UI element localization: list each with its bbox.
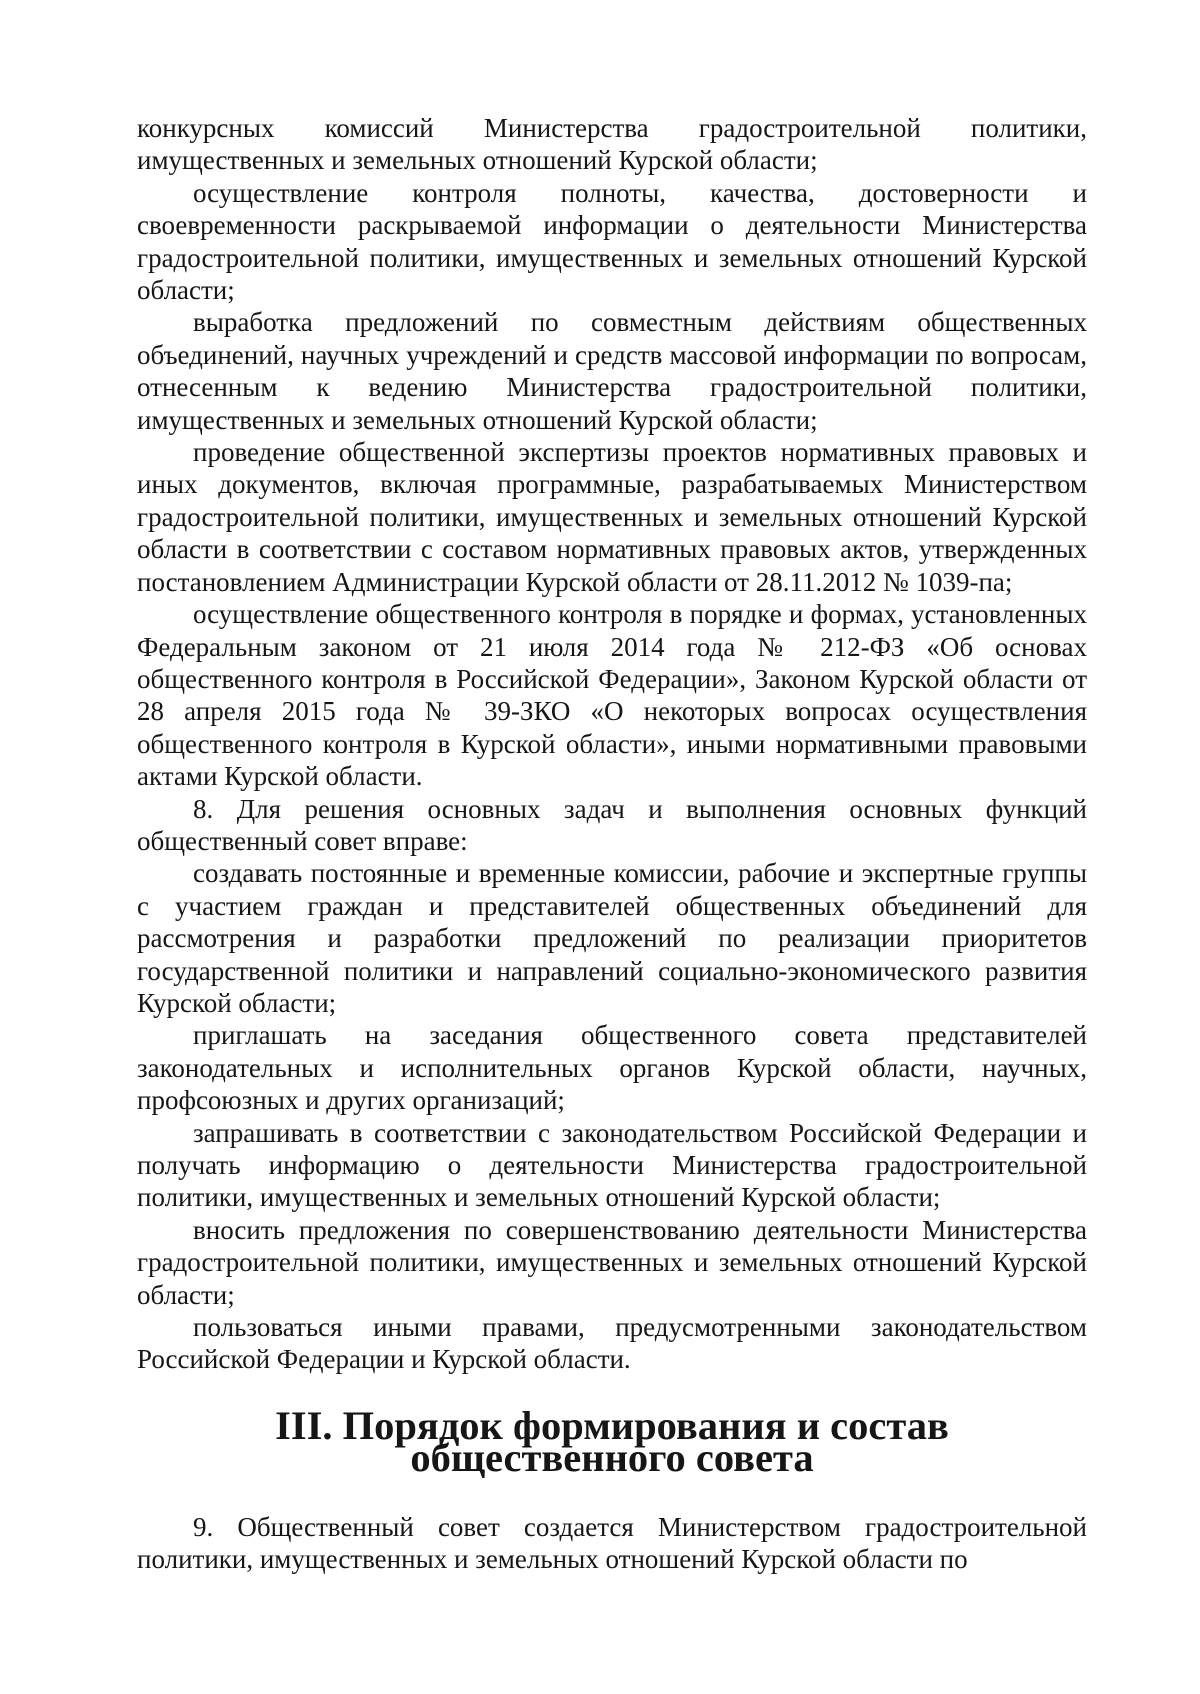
paragraph-item-9: 9. Общественный совет создается Министерством градостроительной политики, имущественных и земельных отношений Курской области по xyxy=(137,1511,1087,1575)
paragraph-continuation: конкурсных комиссий Министерства градостроительной политики, имущественных и земельных отношений Курской области; xyxy=(137,113,1087,176)
paragraph-proposals: вносить предложения по совершенствованию деятельности Министерства градостроительной политики, имущественных и земельных отношений Курской области; xyxy=(137,1214,1087,1310)
paragraph-commissions: создавать постоянные и временные комиссии, рабочие и экспертные группы с участием граждан и представителей общественных объединений для рассмотрения и разработки предложений по реализации приоритетов государственной политики и направлений социально-экономического развития Курской области; xyxy=(137,858,1087,1018)
paragraph-control-disclosure: осуществление контроля полноты, качества, достоверности и своевременности раскрываемой информации о деятельности Министерства градостроительной политики, имущественных и земельных отношений Курской области; xyxy=(137,177,1087,306)
paragraph-other-rights: пользоваться иными правами, предусмотренными законодательством Российской Федерации и Курской области. xyxy=(137,1312,1087,1375)
paragraph-invite: приглашать на заседания общественного совета представителей законодательных и исполнительных органов Курской области, научных, профсоюзных и других организаций; xyxy=(137,1020,1087,1116)
paragraph-public-control: осуществление общественного контроля в порядке и формах, установленных Федеральным законом от 21 июля 2014 года № 212-ФЗ «Об основах общественного контроля в Российской Федерации», Законом Курской области от 28 апреля 2015 года № 39-ЗКО «О некоторых вопросах осуществления общественного контроля в Курской области», иными нормативными правовыми актами Курской области. xyxy=(137,599,1087,792)
document-page xyxy=(137,112,1087,1575)
paragraph-joint-actions: выработка предложений по совместным действиям общественных объединений, научных учреждений и средств массовой информации по вопросам, отнесенным к ведению Министерства градостроительной политики, имущественных и земельных отношений Курской области; xyxy=(137,307,1087,435)
section-heading: III. Порядок формирования и состав общественного совета xyxy=(275,1402,949,1481)
paragraph-request-info: запрашивать в соответствии с законодательством Российской Федерации и получать информацию о деятельности Министерства градостроительной политики, имущественных и земельных отношений Курской области; xyxy=(137,1117,1087,1213)
paragraph-item-8: 8. Для решения основных задач и выполнения основных функций общественный совет вправе: xyxy=(137,793,1087,856)
paragraph-public-expertise: проведение общественной экспертизы проектов нормативных правовых и иных документов, включая программные, разрабатываемых Министерством градостроительной политики, имущественных и земельных отношений Курской области в соответствии с составом нормативных правовых актов, утвержденных постановлением Администрации Курской области от 28.11.2012 № 1039-па; xyxy=(137,437,1087,597)
